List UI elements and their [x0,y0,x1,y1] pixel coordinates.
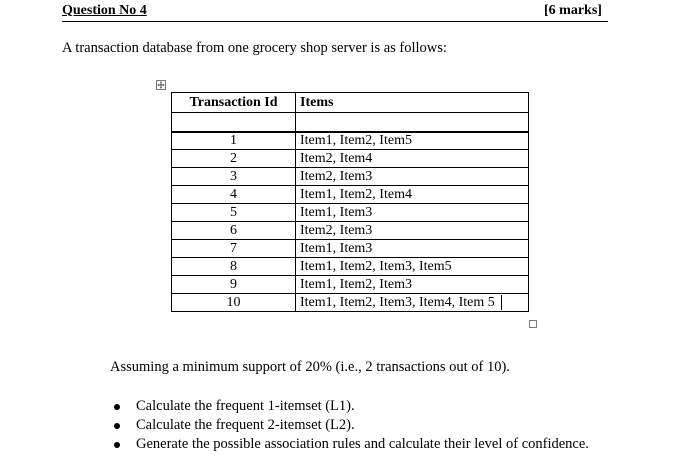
intro-text: A transaction database from one grocery shop server is as follows: [62,40,447,56]
list-item [110,397,589,416]
table-row [172,168,529,186]
assumption-text: Assuming a minimum support of 20% (i.e., 2 transactions out of 10). [110,359,510,375]
items-cell: Item1, Item3 [296,240,529,258]
title-divider [62,21,608,22]
bullet-icon [114,442,120,448]
table-blank-row [172,113,529,132]
transaction-id-cell: 8 [172,258,296,276]
task-text: Generate the possible association rules and calculate their level of confidence. [136,436,589,452]
table-row [172,222,529,240]
transaction-id-cell: 9 [172,276,296,294]
table-header-row [172,93,529,113]
task-text: Calculate the frequent 1-itemset (L1). [136,398,355,414]
table-row [172,204,529,222]
list-item [110,435,589,454]
bullet-icon [114,423,120,429]
table-row [172,186,529,204]
transaction-id-cell: 2 [172,150,296,168]
table-row [172,276,529,294]
transaction-table [171,92,529,312]
header-items: Items [296,93,529,113]
task-text: Calculate the frequent 2-itemset (L2). [136,417,355,433]
transaction-id-cell: 10 [172,294,296,312]
bullet-icon [114,404,120,410]
transaction-id-cell: 3 [172,168,296,186]
blank-cell [296,113,529,132]
transaction-id-cell: 7 [172,240,296,258]
items-cell: Item1, Item2, Item3, Item5 [296,258,529,276]
transaction-id-cell: 1 [172,132,296,150]
transaction-id-cell: 5 [172,204,296,222]
resize-handle-icon[interactable] [529,320,537,328]
items-cell[interactable] [296,294,529,312]
table-row [172,294,529,312]
items-cell: Item1, Item2, Item5 [296,132,529,150]
blank-cell [172,113,296,132]
transaction-id-cell: 4 [172,186,296,204]
items-cell: Item2, Item4 [296,150,529,168]
table-row [172,132,529,150]
text-cursor [501,295,502,310]
header-transaction-id: Transaction Id [172,93,296,113]
items-cell: Item1, Item3 [296,204,529,222]
move-arrows-icon[interactable] [156,80,166,90]
task-list [110,397,589,454]
table-row [172,258,529,276]
marks-label: [6 marks] [544,3,602,18]
question-title: Question No 4 [62,3,147,18]
transaction-id-cell: 6 [172,222,296,240]
items-cell: Item2, Item3 [296,168,529,186]
table-row [172,150,529,168]
list-item [110,416,589,435]
items-cell: Item1, Item2, Item3 [296,276,529,294]
items-cell: Item1, Item2, Item4 [296,186,529,204]
items-cell-text: Item1, Item2, Item3, Item4, Item 5 [300,294,495,310]
items-cell: Item2, Item3 [296,222,529,240]
table-row [172,240,529,258]
